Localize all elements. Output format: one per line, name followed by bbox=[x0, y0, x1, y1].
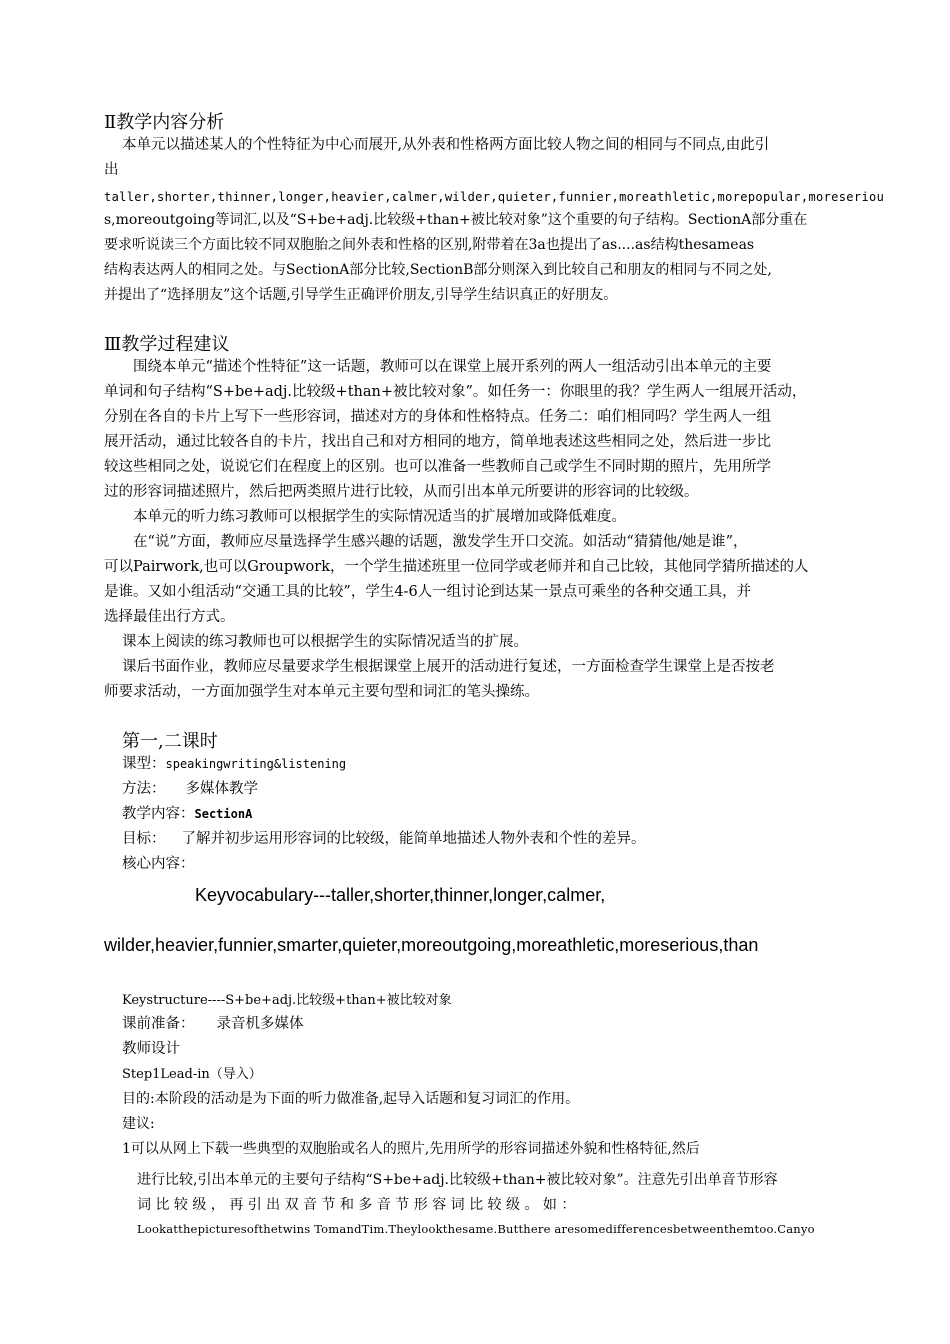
lesson-goal-row bbox=[122, 827, 646, 852]
sec3-line-13: 课后书面作业，教师应尽量要求学生根据课堂上展开的活动进行复述，一方面检查学生课堂上是否按老 bbox=[122, 659, 775, 675]
lesson-core-label: 核心内容： bbox=[122, 856, 195, 872]
lesson-goal-label: 目标： bbox=[122, 831, 166, 847]
sec2-line-3: taller,shorter,thinner,longer,heavier,calmer,wilder,quieter,funnier,moreathletic,morepopular,moreseriou bbox=[104, 190, 885, 204]
sec2-line-7: 并提出了“选择朋友”这个话题,引导学生正确评价朋友,引导学生结识真正的好朋友。 bbox=[104, 287, 618, 303]
sec3-line-8: 在“说”方面，教师应尽量选择学生感兴趣的话题，激发学生开口交流。如活动“猜猜他/她是谁”， bbox=[133, 534, 748, 550]
sec3-line-4: 展开活动，通过比较各自的卡片，找出自己和对方相同的地方，简单地表述这些相同之处，然后进一步比 bbox=[104, 434, 771, 450]
key-vocabulary-line-1: Keyvocabulary---taller,shorter,thinner,longer,calmer, bbox=[195, 885, 606, 905]
sec2-line-5: 要求听说读三个方面比较不同双胞胎之间外表和性格的区别,附带着在3a也提出了as....as结构thesameas bbox=[104, 237, 755, 253]
suggest-item-1-cont-2: 词 比 较 级 ， 再 引 出 双 音 节 和 多 音 节 形 容 词 比 较 级 。 如 ： bbox=[137, 1197, 576, 1213]
lesson-type-row bbox=[122, 752, 346, 777]
lesson-prep-value: 录音机多媒体 bbox=[216, 1016, 304, 1032]
lesson-goal-value: 了解并初步运用形容词的比较级，能简单地描述人物外表和个性的差异。 bbox=[181, 831, 646, 847]
section-2-heading: Ⅱ教学内容分析 bbox=[104, 112, 225, 133]
sec3-line-1: 围绕本单元“描述个性特征”这一话题，教师可以在课堂上展开系列的两人一组活动引出本单元的主要 bbox=[133, 359, 772, 375]
sec2-line-6: 结构表达两人的相同之处。与SectionA部分比较,SectionB部分则深入到比较自己和朋友的相同与不同之处, bbox=[104, 262, 772, 278]
sec3-line-11: 选择最佳出行方式。 bbox=[104, 609, 235, 625]
key-vocabulary-line-2: wilder,heavier,funnier,smarter,quieter,moreoutgoing,moreathletic,moreserious,than bbox=[104, 935, 759, 955]
sec3-line-6: 过的形容词描述照片，然后把两类照片进行比较，从而引出本单元所要讲的形容词的比较级。 bbox=[104, 484, 699, 500]
lesson-title: 第一,二课时 bbox=[122, 731, 218, 752]
suggest-item-1-cont-3: Lookatthepicturesofthetwins TomandTim.Theylookthesame.Butthere aresomedifferencesbetweenthemtoo.Canyo bbox=[137, 1222, 815, 1236]
lesson-content-label: 教学内容： bbox=[122, 806, 195, 822]
lesson-type-label: 课型： bbox=[122, 756, 166, 772]
sec2-line-4: s,moreoutgoing等词汇,以及“S+be+adj.比较级+than+被比较对象”这个重要的句子结构。SectionA部分重在 bbox=[104, 212, 808, 228]
sec2-line-2: 出 bbox=[104, 162, 119, 178]
lesson-content-row bbox=[122, 802, 252, 827]
purpose-text: 目的:本阶段的活动是为下面的听力做准备,起导入话题和复习词汇的作用。 bbox=[122, 1091, 580, 1107]
section-3-heading: Ⅲ教学过程建议 bbox=[104, 334, 230, 355]
lesson-method-label: 方法： bbox=[122, 781, 166, 797]
sec3-line-12: 课本上阅读的练习教师也可以根据学生的实际情况适当的扩展。 bbox=[122, 634, 528, 650]
sec3-line-5: 较这些相同之处，说说它们在程度上的区别。也可以准备一些教师自己或学生不同时期的照片，先用所学 bbox=[104, 459, 771, 475]
step1-heading: Step1Lead-in（导入） bbox=[122, 1067, 262, 1082]
sec3-line-3: 分别在各自的卡片上写下一些形容词，描述对方的身体和性格特点。任务二：咱们相同吗？学生两人一组 bbox=[104, 409, 771, 425]
lesson-type-value: speakingwriting&listening bbox=[165, 757, 347, 771]
key-structure: Keystructure----S+be+adj.比较级+than+被比较对象 bbox=[122, 993, 452, 1008]
teacher-design: 教师设计 bbox=[122, 1041, 180, 1057]
lesson-method-value: 多媒体教学 bbox=[185, 781, 258, 797]
suggest-item-1: 1可以从网上下载一些典型的双胞胎或名人的照片,先用所学的形容词描述外貌和性格特征,然后 bbox=[122, 1141, 700, 1157]
sec3-line-7: 本单元的听力练习教师可以根据学生的实际情况适当的扩展增加或降低难度。 bbox=[133, 509, 626, 525]
lesson-prep-row bbox=[122, 1012, 304, 1037]
suggest-label: 建议: bbox=[122, 1116, 155, 1132]
sec3-line-10: 是谁。又如小组活动“交通工具的比较”，学生4-6人一组讨论到达某一景点可乘坐的各种交通工具，并 bbox=[104, 584, 752, 600]
sec3-line-2: 单词和句子结构“S+be+adj.比较级+than+被比较对象”。如任务一：你眼里的我？学生两人一组展开活动， bbox=[104, 384, 807, 400]
lesson-content-value: SectionA bbox=[194, 807, 253, 821]
sec3-line-9: 可以Pairwork,也可以Groupwork，一个学生描述班里一位同学或老师并和自己比较，其他同学猜所描述的人 bbox=[104, 559, 809, 575]
lesson-prep-label: 课前准备： bbox=[122, 1016, 195, 1032]
lesson-method-row bbox=[122, 777, 258, 802]
suggest-item-1-cont-1: 进行比较,引出本单元的主要句子结构“S+be+adj.比较级+than+被比较对象”。注意先引出单音节形容 bbox=[137, 1172, 778, 1188]
sec2-line-1: 本单元以描述某人的个性特征为中心而展开,从外表和性格两方面比较人物之间的相同与不同点,由此引 bbox=[122, 137, 770, 153]
sec3-line-14: 师要求活动，一方面加强学生对本单元主要句型和词汇的笔头操练。 bbox=[104, 684, 539, 700]
